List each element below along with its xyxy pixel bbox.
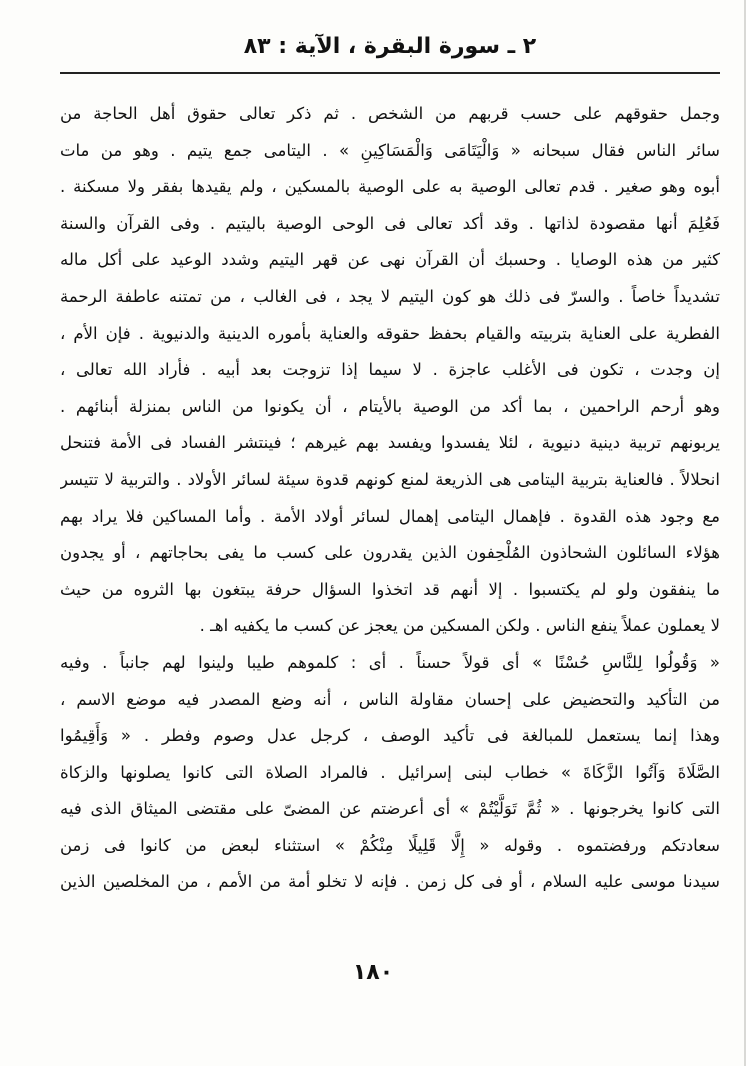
page-number: ١٨٠: [352, 960, 394, 985]
text-line: وهذا إنما يستعمل للمبالغة فى تأكيد الوصف ، كرجل عدل وصوم وفطر . « وَأَقِيمُوا: [60, 726, 720, 746]
text-line: « وَقُولُوا لِلنَّاسِ حُسْنًا » أى قولاً حسناً . أى : كلموهم طيبا ولينوا لهم جانباً . وفيه: [60, 652, 720, 672]
text-line: من التأكيد والتحضيض على إحسان مقاولة الناس ، أنه وضع المصدر فيه موضع الاسم ،: [60, 689, 720, 709]
text-line: مع وجود هذه القدوة . فإهمال اليتامى إهمال لسائر أولاد الأمة . وأما المساكين فلا يراد بهم: [60, 506, 720, 526]
text-line: لا يعملون عملاً ينفع الناس . ولكن المسكين من يعجز عن كسب ما يكفيه اهـ .: [199, 616, 720, 636]
text-line: التى كانوا يخرجونها . « ثُمَّ تَوَلَّيْتُمْ » أى أعرضتم عن المضىّ على مقتضى الميثاق الذى فيه: [60, 799, 720, 819]
text-line: سعادتكم ورفضتموه . وقوله « إِلَّا قَلِيلًا مِنْكُمْ » استثناء لبعض من كانوا فى زمن: [60, 835, 720, 855]
text-line: الصَّلَاةَ وَآتُوا الزَّكَاةَ » خطاب لبنى إسرائيل . فالمراد الصلاة التى كانوا يصلونها والزكاة: [60, 762, 720, 782]
body-text: [60, 96, 720, 901]
text-line: ما ينفقون ولو لم يكتسبوا . إلا أنهم قد اتخذوا السؤال حرفة يبتغون بها الثروه من حيث: [60, 579, 720, 599]
text-line: تشديداً خاصاً . والسرّ فى ذلك هو كون اليتيم لا يجد ، فى الغالب ، من تمتنه عاطفة الرحمة: [60, 286, 720, 306]
header-divider: [60, 72, 720, 74]
text-line: فَعُلِمَ أنها مقصودة لذاتها . وقد أكد تعالى فى الوحى الوصية باليتيم . وفى القرآن والسنة: [60, 213, 720, 233]
text-line: يربونهم تربية دينية دنيوية ، لئلا يفسدوا ويفسد بهم غيرهم ؛ فينتشر الفساد فى الأمة فتنحل: [60, 433, 720, 453]
text-line: سائر الناس فقال سبحانه « وَالْيَتَامَى وَالْمَسَاكِينِ » . اليتامى جمع يتيم . وهو من مات: [60, 140, 720, 160]
text-line: وهو أرحم الراحمين ، بما أكد من الوصية بالأيتام ، أن يكونوا من الناس بمنزلة أبنائهم .: [60, 396, 720, 416]
text-line: إن وجدت ، تكون فى الأغلب عاجزة . لا سيما إذا تزوجت بعد أبيه . فأراد الله تعالى ،: [60, 360, 720, 380]
text-line: وجمل حقوقهم على حسب قربهم من الشخص . ثم ذكر تعالى حقوق أهل الحاجة من: [60, 104, 720, 123]
text-line: الفطرية على العناية بتربيته والقيام بحفظ حقوقه والعناية بأموره الدينية والدنيوية . فإن الأم ،: [60, 323, 720, 343]
text-line: سيدنا موسى عليه السلام ، أو فى كل زمن . فإنه لا تخلو أمة من الأمم ، من المخلصين الذين: [60, 872, 720, 892]
text-line: انحلالاً . فالعناية بتربية اليتامى هى الذريعة لمنع كونهم قدوة سيئة لسائر الأولاد . والتربية لا تتيسر: [60, 469, 720, 489]
text-line: كثير من هذه الوصايا . وحسبك أن القرآن نهى عن قهر اليتيم وشدد الوعيد على أكل ماله: [60, 250, 720, 270]
text-line: أبوه وهو صغير . قدم تعالى الوصية به على الوصية بالمسكين ، ولم يقيدها بفقر ولا مسكنة .: [60, 177, 720, 197]
page-header-title: ٢ ـ سورة البقرة ، الآية : ٨٣: [243, 34, 537, 59]
text-line: هؤلاء السائلون الشحاذون المُلْحِفون الذين يقدرون على كسب ما يفى بحاجاتهم ، أو يجدون: [60, 543, 720, 563]
